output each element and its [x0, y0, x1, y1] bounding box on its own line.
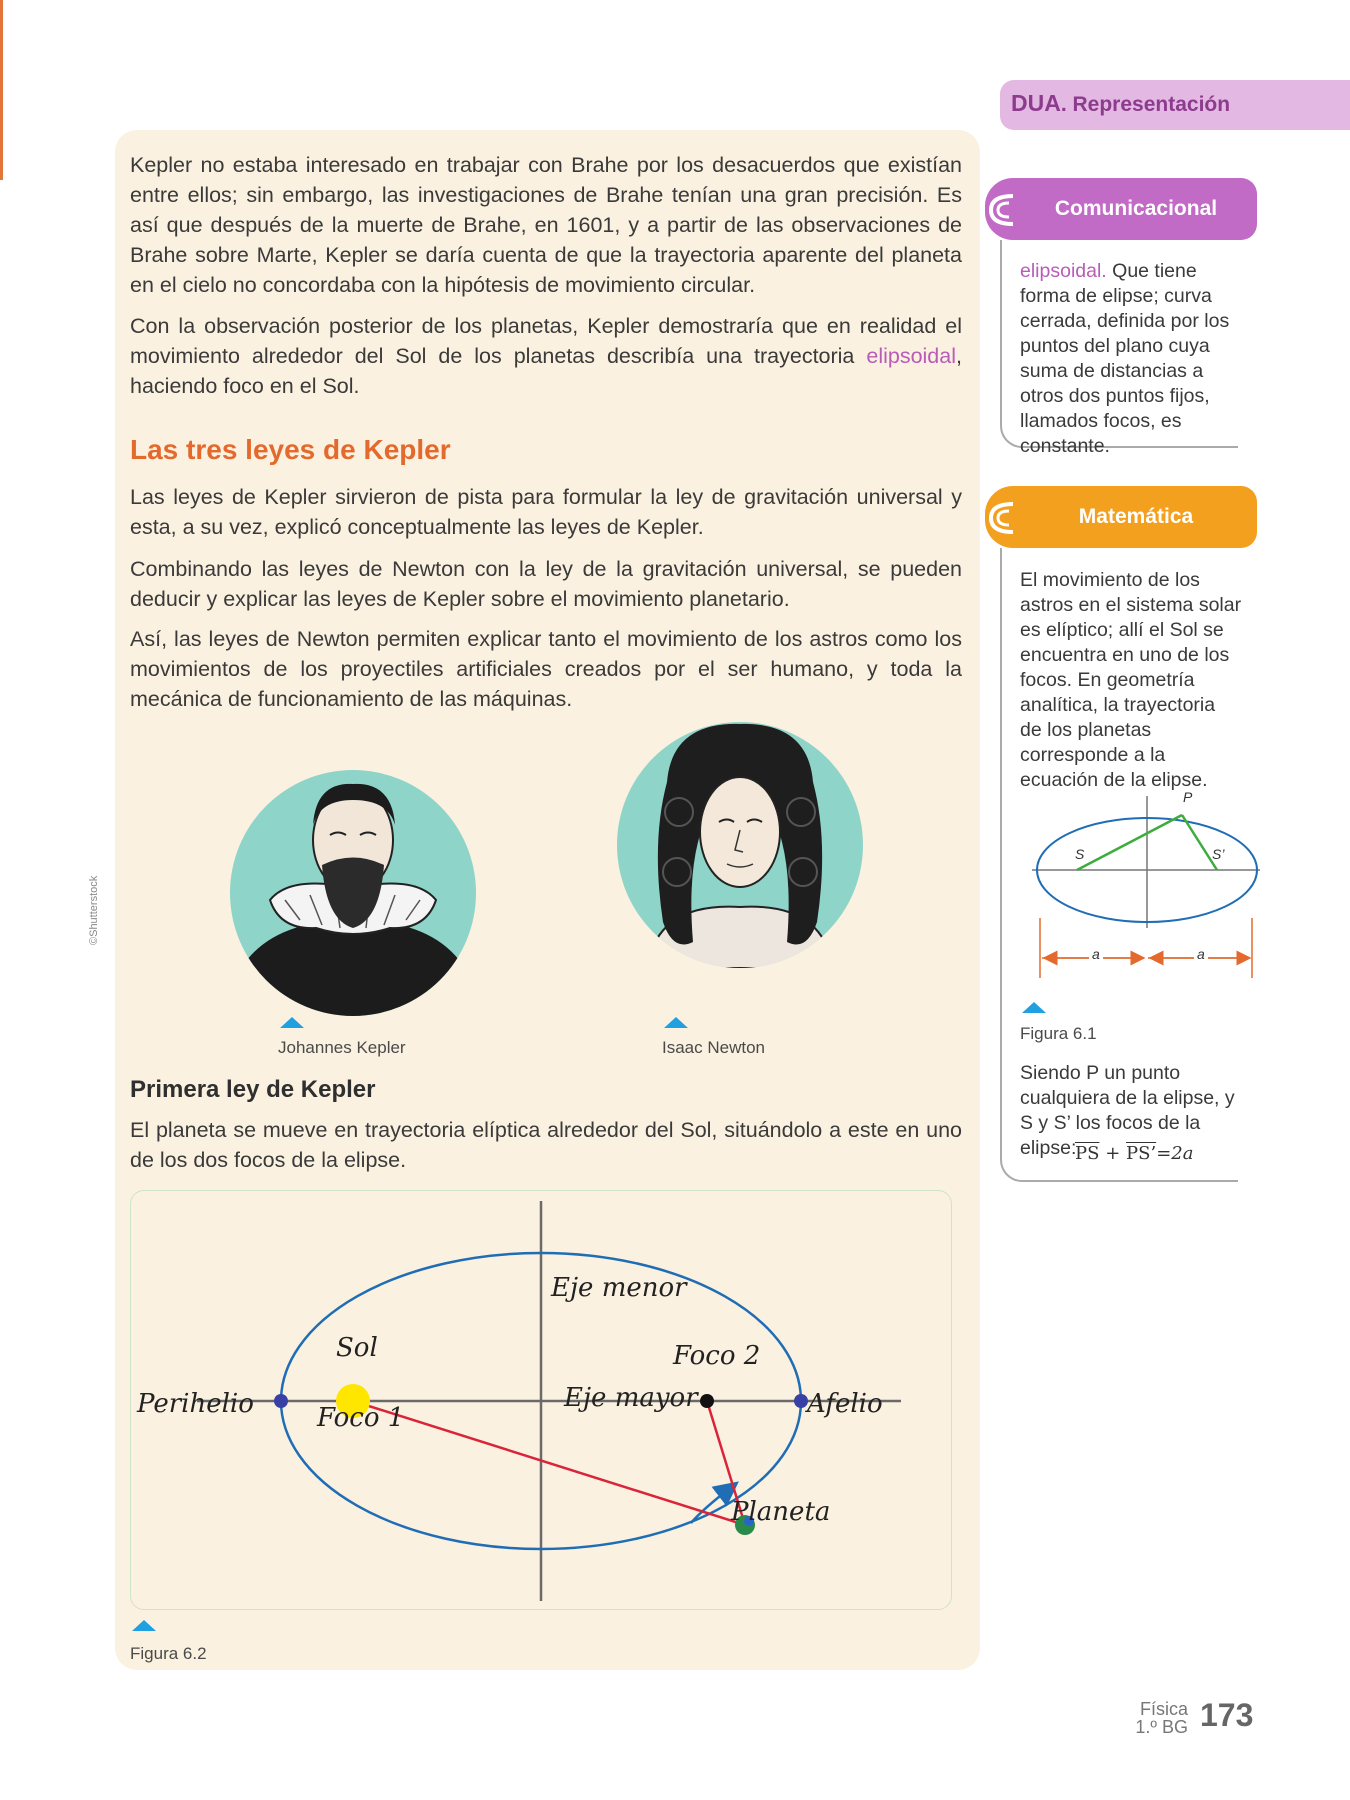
- newton-caption-marker: [664, 1017, 688, 1028]
- section-paragraph-1: Las leyes de Kepler sirvieron de pista para formular la ley de gravitación universal y esta, a su vez, explicó conceptualmente las leyes de Kepler.: [130, 485, 962, 539]
- page-edge-line: [0, 0, 3, 180]
- section-paragraph-2: Combinando las leyes de Newton con la ley de la gravitación universal, se pueden deducir y explicar las leyes de Kepler sobre el movimiento planetario.: [130, 557, 962, 611]
- label-sol: Sol: [336, 1333, 378, 1363]
- formula-ps-prime: PS’: [1126, 1143, 1157, 1164]
- matematica-swirl-icon: [983, 498, 1023, 538]
- perihelion-marker: [274, 1394, 288, 1408]
- fig61-label-s-prime: S’: [1212, 846, 1225, 862]
- first-law-text: El planeta se mueve en trayectoria elíptica alrededor del Sol, situándolo a este en uno de los dos focos de la elipse.: [130, 1118, 962, 1172]
- intro-p2-text: Con la observación posterior de los planetas, Kepler demostraría que en realidad el movimiento alrededor del Sol de los planetas describía una trayectoria: [130, 314, 962, 368]
- figure-6-2-caption: Figura 6.2: [130, 1644, 207, 1663]
- fig61-label-a2: a: [1194, 946, 1208, 962]
- newton-portrait: [617, 722, 863, 968]
- matematica-text-2: Siendo P un punto cualquiera de la elipse, y S y S’ los focos de la elipse:: [1020, 1062, 1235, 1159]
- figure-6-1: [1030, 788, 1266, 988]
- figure-6-2-marker: [132, 1620, 156, 1631]
- aphelion-marker: [794, 1394, 808, 1408]
- definition-text: Que tiene forma de elipse; curva cerrada, definida por los puntos del plano cuya suma de distancias a otros dos puntos fijos, llamados focos, es constante.: [1020, 260, 1230, 457]
- newton-caption: Isaac Newton: [662, 1038, 765, 1057]
- sun-planet-line: [353, 1401, 745, 1525]
- dua-title: DUA: [1011, 90, 1061, 116]
- formula-ps: $\overline{PS}$: [1075, 1143, 1100, 1164]
- label-foco-2: Foco 2: [673, 1341, 761, 1371]
- newton-illustration: [617, 722, 863, 968]
- label-afelio: Afelio: [807, 1389, 883, 1419]
- kepler-illustration: [230, 770, 476, 1016]
- ellipse-geometry-diagram: [1030, 788, 1266, 988]
- tag-comunicacional-label: Comunicacional: [1054, 197, 1218, 220]
- dua-subtitle: . Representación: [1060, 93, 1231, 116]
- kepler-caption-marker: [280, 1017, 304, 1028]
- fig61-label-a1: a: [1089, 946, 1103, 962]
- figure-6-2-frame: [130, 1190, 952, 1610]
- section-paragraph-3: Así, las leyes de Newton permiten explicar tanto el movimiento de los astros como los movimientos de los proyectiles artificiales creados por el ser humano, y toda la mecánica de funcionamiento de las máquinas.: [130, 627, 962, 711]
- matematica-text: El movimiento de los astros en el sistema solar es elíptico; allí el Sol se encuentra en uno de los focos. En geometría analítica, la trayectoria de los planetas corresponde a la ecuación de la elipse.: [1020, 569, 1242, 791]
- comunicacional-definition: [1020, 259, 1242, 459]
- formula-plus: +: [1105, 1143, 1121, 1164]
- intro-p2-end: , haciendo foco en el Sol.: [130, 344, 962, 398]
- section-title: Las tres leyes de Kepler: [130, 434, 451, 465]
- label-foco-1: Foco 1: [317, 1403, 405, 1433]
- kepler-caption: Johannes Kepler: [278, 1038, 406, 1057]
- kepler-portrait: [230, 770, 476, 1016]
- fig61-label-p: P: [1183, 789, 1193, 805]
- figure-6-1-marker: [1022, 1002, 1046, 1013]
- intro-paragraph-2: [130, 311, 962, 401]
- label-eje-mayor: Eje mayor: [564, 1383, 698, 1413]
- comunicacional-swirl-icon: [983, 190, 1023, 230]
- label-planeta: Planeta: [731, 1497, 831, 1527]
- fig61-label-s: S: [1075, 846, 1085, 862]
- tag-matematica: [985, 486, 1257, 548]
- first-law-title: Primera ley de Kepler: [130, 1076, 376, 1103]
- tag-matematica-label: Matemática: [1078, 505, 1194, 528]
- ellipse-formula: [1075, 1143, 1193, 1164]
- image-credit: ©Shutterstock: [88, 875, 100, 945]
- label-perihelio: Perihelio: [137, 1389, 254, 1419]
- focus2-marker: [700, 1394, 714, 1408]
- intro-paragraph-1: Kepler no estaba interesado en trabajar con Brahe por los desacuerdos que existían entre ellos; sin embargo, las investigaciones de Brahe tenían una gran precisión. Es así que después de la muerte de Brahe, en 1601, y a partir de las observaciones de Brahe sobre Marte, Kepler se daría cuenta de que la trayectoria aparente del planeta en el cielo no concordaba con la hipótesis de movimiento circular.: [130, 153, 962, 297]
- tag-comunicacional: [985, 178, 1257, 240]
- figure-6-1-caption: Figura 6.1: [1020, 1024, 1097, 1043]
- footer-grade: 1.º BG: [1135, 1717, 1188, 1737]
- label-eje-menor: Eje menor: [551, 1273, 687, 1303]
- footer-subject: Física: [1139, 1699, 1188, 1719]
- footer-subject-block: [1110, 1700, 1188, 1736]
- page-number: 173: [1200, 1697, 1254, 1733]
- formula-equals: =2a: [1156, 1143, 1194, 1164]
- definition-term: elipsoidal.: [1020, 260, 1107, 282]
- keyword-elipsoidal[interactable]: elipsoidal: [866, 344, 957, 368]
- dua-header-title: [1011, 90, 1230, 117]
